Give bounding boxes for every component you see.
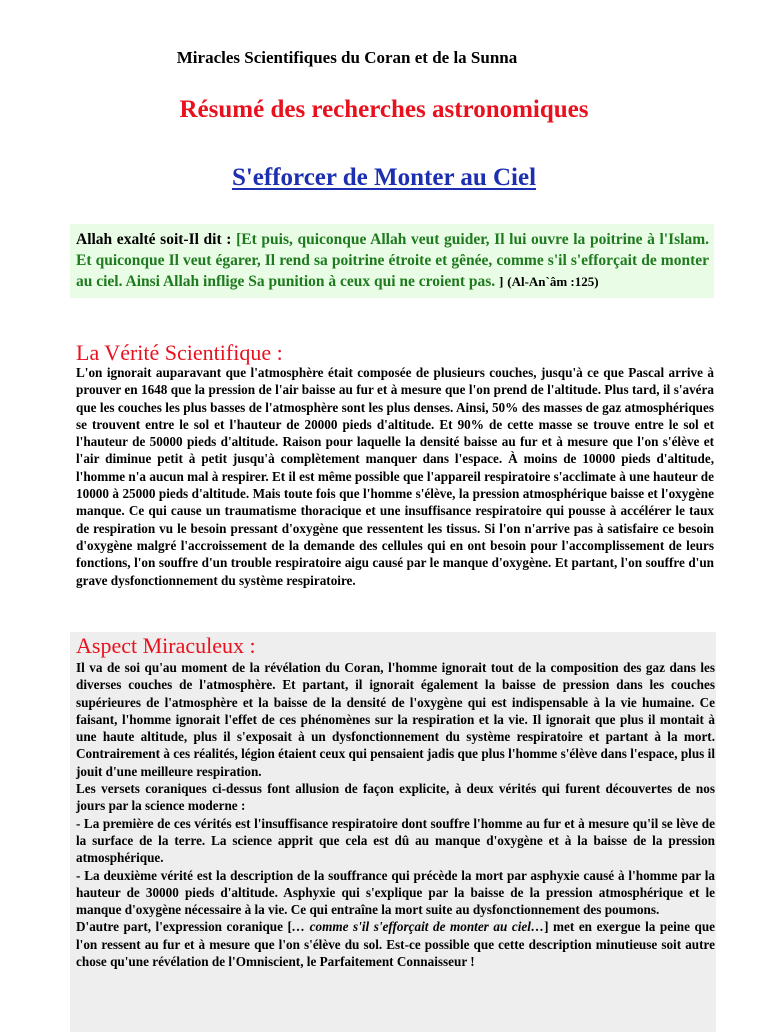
verse-reference: (Al-An`âm :125): [507, 274, 599, 289]
paragraph: - La première de ces vérités est l'insuffisance respiratoire dont souffre l'homme au fur et à mesure qu'il se lève de la surface de la terre. La science apprit que cela est dû au manque d'oxygène et à la baisse de la pression atmosphérique.: [76, 815, 715, 866]
document-title: Résumé des recherches astronomiques: [179, 96, 589, 123]
quote-follow: ] met en exergue la peine que l'on ressent au fur et à mesure que l'on s'élève du sol. Est-ce possible que cette description minutieuse soit autre chose qu'une révélation de l'Omniscient, le Parfaitement Connaisseur !: [76, 919, 716, 970]
paragraph: - La deuxième vérité est la description de la souffrance qui précède la mort par asphyxie causé à l'homme par la hauteur de 30000 pieds d'altitude. Asphyxie qui s'explique par la baisse de la pression atmosphérique et le manque d'oxygène nécessaire à la vie. Ce qui entraîne la mort suite au dysfonctionnement des poumons.: [76, 867, 715, 918]
verse-box: [70, 224, 714, 298]
paragraph: Les versets coraniques ci-dessus font allusion de façon explicite, à deux vérités qui furent découvertes de nos jours par la science moderne :: [76, 781, 715, 814]
verse-intro: Allah exalté soit-Il dit :: [76, 231, 232, 248]
verse-close-bracket: ]: [499, 274, 504, 289]
quote-lead: D'autre part, l'expression coranique [: [76, 919, 292, 935]
verse-text: [Et puis, quiconque Allah veut guider, Il lui ouvre la poitrine à l'Islam. Et quiconque Il veut égarer, Il rend sa poitrine étroite et gênée, comme s'il s'efforçait de monter au ciel. Ainsi Allah inflige Sa punition à ceux qui ne croient pas.: [76, 231, 710, 290]
section-body-miraculous-aspect: [76, 659, 715, 970]
section-heading-scientific-truth: La Vérité Scientifique :: [76, 340, 283, 365]
section-body-scientific-truth: L'on ignorait auparavant que l'atmosphère était composée de plusieurs couches, jusqu'à ce que Pascal arrive à prouver en 1648 que la pression de l'air baisse au fur et à mesure que l'on prend de l'altitude. Plus tard, il s'avéra que les couches les plus basses de l'atmosphère sont les plus denses. Ainsi, 50% des masses de gaz atmosphériques se trouvent entre le sol et l'hauteur de 20000 pieds d'altitude. Et 90% de cette masse se trouve entre le sol et l'hauteur de 50000 pieds d'altitude. Raison pour laquelle la densité baisse au fur et à mesure que l'on s'élève et l'air diminue petit à petit jusqu'à complètement manquer dans l'espace. À moins de 10000 pieds d'altitude, l'homme n'a aucun mal à respirer. Et il est même possible que l'appareil respiratoire s'acclimate à une hauteur de 10000 à 25000 pieds d'altitude. Mais toute fois que l'homme s'élève, la pression atmosphérique baisse et l'oxygène manque. Ce qui cause un traumatisme thoracique et une insuffisance respiratoire qui pousse à accélérer le taux de respiration vu le besoin pressant d'oxygène que ressentent les tissus. Si l'on n'arrive pas à satisfaire ce besoin d'oxygène malgré l'accroissement de la demande des cellules qui en ont besoin pour l'accomplissement de leurs fonctions, l'on souffre d'un trouble respiratoire aigu causé par le manque d'oxygène. Et partant, l'on souffre d'un grave dysfonctionnement du système respiratoire.: [76, 365, 714, 588]
document-subtitle: S'efforcer de Monter au Ciel: [231, 164, 537, 191]
paragraph: [76, 918, 715, 970]
section-heading-miraculous-aspect: Aspect Miraculeux :: [76, 633, 256, 658]
miraculous-aspect-box: [70, 632, 716, 1032]
quran-quote: … comme s'il s'efforçait de monter au ciel…: [291, 919, 545, 935]
paragraph: Il va de soi qu'au moment de la révélation du Coran, l'homme ignorait tout de la composition des gaz dans les diverses couches de l'atmosphère. Et partant, il ignorait également la baisse de pression dans les couches supérieures de l'atmosphère et la baisse de la densité de l'oxygène qui est indispensable à la vie humaine. Ce faisant, l'homme ignorait l'effet de ces phénomènes sur la respiration et la vie. Il ignorait que plus il montait à une haute altitude, plus il s'exposait à un dysfonctionnement du système respiratoire et partant à la mort. Contrairement à ces réalités, légion étaient ceux qui pensaient jadis que plus l'homme s'élève dans l'espace, plus il jouit d'une meilleure respiration.: [76, 660, 715, 779]
document-header: Miracles Scientifiques du Coran et de la Sunna: [176, 48, 518, 67]
